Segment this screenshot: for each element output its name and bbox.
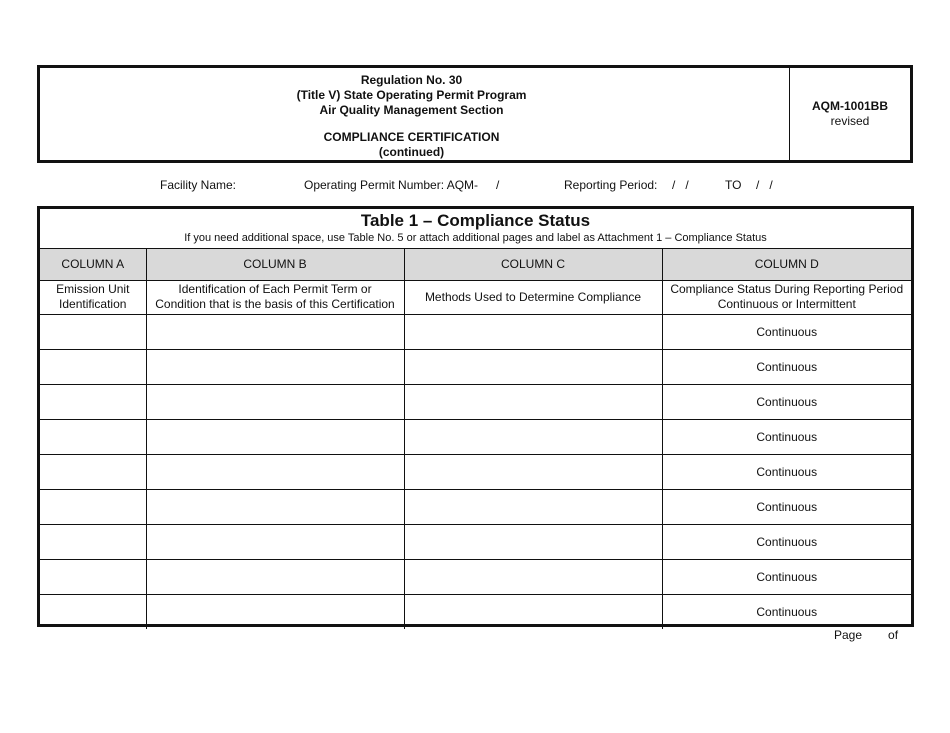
- compliance-status-cell[interactable]: Continuous: [662, 384, 911, 419]
- period-to-label: TO: [725, 178, 742, 192]
- compliance-method-cell[interactable]: [404, 559, 662, 594]
- form-subtitle: (continued): [378, 145, 445, 159]
- emission-unit-cell[interactable]: [40, 384, 146, 419]
- emission-unit-cell[interactable]: [40, 524, 146, 559]
- emission-unit-cell[interactable]: [40, 349, 146, 384]
- compliance-method-cell[interactable]: [404, 349, 662, 384]
- emission-unit-cell[interactable]: [40, 314, 146, 349]
- table-row: [40, 594, 911, 629]
- compliance-method-cell[interactable]: [404, 594, 662, 629]
- permit-number-separator: /: [496, 178, 500, 192]
- permit-term-cell[interactable]: [146, 454, 404, 489]
- permit-term-cell[interactable]: [146, 349, 404, 384]
- permit-term-cell[interactable]: [146, 594, 404, 629]
- compliance-status-cell[interactable]: Continuous: [662, 419, 911, 454]
- compliance-status-cell[interactable]: Continuous: [662, 524, 911, 559]
- compliance-status-cell[interactable]: Continuous: [662, 489, 911, 524]
- form-code: AQM-1001BB: [811, 99, 889, 113]
- compliance-status-cell[interactable]: Continuous: [662, 594, 911, 629]
- compliance-method-cell[interactable]: [404, 384, 662, 419]
- facility-info-row: [0, 178, 950, 194]
- permit-number-label: Operating Permit Number: AQM-: [304, 178, 479, 192]
- page-label: Page: [834, 628, 863, 642]
- compliance-status-cell[interactable]: Continuous: [662, 314, 911, 349]
- column-c-description: Methods Used to Determine Compliance: [404, 280, 662, 314]
- compliance-status-cell[interactable]: Continuous: [662, 454, 911, 489]
- compliance-grid: [40, 249, 911, 629]
- permit-term-cell[interactable]: [146, 314, 404, 349]
- section-title: Air Quality Management Section: [319, 103, 504, 117]
- regulation-title: Regulation No. 30: [360, 73, 463, 87]
- table-row: [40, 384, 911, 419]
- page-number-footer: [834, 628, 898, 642]
- column-b-header: COLUMN B: [146, 249, 404, 280]
- table-row: [40, 559, 911, 594]
- emission-unit-cell[interactable]: [40, 454, 146, 489]
- column-d-description: Compliance Status During Reporting Period Continuous or Intermittent: [662, 280, 911, 314]
- table-row: [40, 489, 911, 524]
- table-row: [40, 419, 911, 454]
- form-title-block: [40, 68, 789, 160]
- permit-term-cell[interactable]: [146, 559, 404, 594]
- table-instructions: If you need additional space, use Table No. 5 or attach additional pages and label as Attachment 1 – Compliance Status: [184, 232, 767, 244]
- compliance-method-cell[interactable]: [404, 524, 662, 559]
- compliance-method-cell[interactable]: [404, 419, 662, 454]
- compliance-method-cell[interactable]: [404, 489, 662, 524]
- emission-unit-cell[interactable]: [40, 419, 146, 454]
- permit-term-cell[interactable]: [146, 489, 404, 524]
- of-label: of: [888, 628, 899, 642]
- column-c-header: COLUMN C: [404, 249, 662, 280]
- compliance-status-table: [37, 206, 914, 627]
- table-row: [40, 349, 911, 384]
- facility-name-label: Facility Name:: [160, 178, 237, 192]
- permit-term-cell[interactable]: [146, 524, 404, 559]
- table-row: [40, 524, 911, 559]
- emission-unit-cell[interactable]: [40, 594, 146, 629]
- form-header: [37, 65, 913, 163]
- reporting-period-label: Reporting Period:: [564, 178, 658, 192]
- table-row: [40, 314, 911, 349]
- form-title: COMPLIANCE CERTIFICATION: [323, 130, 500, 144]
- form-code-block: [789, 68, 910, 160]
- compliance-status-cell[interactable]: Continuous: [662, 559, 911, 594]
- period-from-separator: / /: [672, 178, 689, 192]
- column-a-header: COLUMN A: [40, 249, 146, 280]
- form-status: revised: [830, 114, 870, 128]
- compliance-method-cell[interactable]: [404, 314, 662, 349]
- table-title-block: [40, 209, 911, 249]
- program-title: (Title V) State Operating Permit Program: [296, 88, 527, 102]
- permit-term-cell[interactable]: [146, 384, 404, 419]
- permit-term-cell[interactable]: [146, 419, 404, 454]
- table-row: [40, 454, 911, 489]
- column-d-header: COLUMN D: [662, 249, 911, 280]
- period-to-separator: / /: [756, 178, 773, 192]
- column-a-description: Emission Unit Identification: [40, 280, 146, 314]
- compliance-method-cell[interactable]: [404, 454, 662, 489]
- table-title: Table 1 – Compliance Status: [360, 211, 591, 230]
- emission-unit-cell[interactable]: [40, 559, 146, 594]
- column-b-description: Identification of Each Permit Term or Condition that is the basis of this Certification: [146, 280, 404, 314]
- emission-unit-cell[interactable]: [40, 489, 146, 524]
- compliance-status-cell[interactable]: Continuous: [662, 349, 911, 384]
